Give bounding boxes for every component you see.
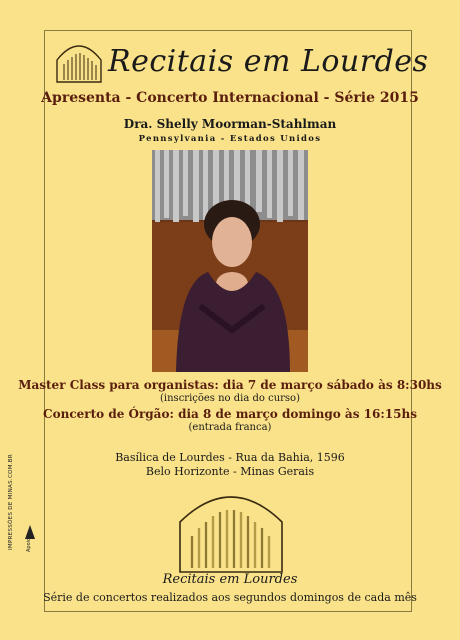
poster-title: Recitais em Lourdes [108,44,429,79]
masterclass-note: (inscrições no dia do curso) [160,393,300,404]
artist-name: Dra. Shelly Moorman-Stahlman [123,117,337,131]
masterclass-info: Master Class para organistas: dia 7 de março sábado às 8:30hs [18,378,442,392]
poster-subtitle: Apresenta - Concerto Internacional - Série 2015 [41,90,419,106]
artist-location: Pennsylvania - Estados Unidos [138,134,322,144]
organ-logo-large-icon [176,478,286,574]
concert-info: Concerto de Órgão: dia 8 de março domingo às 16:15hs [43,407,417,421]
sponsor-apoio: Apoio [26,537,32,552]
artist-photo [152,150,308,372]
organ-logo-icon [54,38,104,84]
venue-address: Basílica de Lourdes - Rua da Bahia, 1596 [115,451,345,464]
venue-city: Belo Horizonte - Minas Gerais [145,465,315,478]
footer-logo-text: Recitais em Lourdes [162,572,298,587]
concert-note: (entrada franca) [188,422,272,433]
sponsor-text: IMPRESSÕES DE MINAS.COM.BR [8,453,14,550]
footer-tagline: Série de concertos realizados aos segundos domingos de cada mês [43,591,417,604]
